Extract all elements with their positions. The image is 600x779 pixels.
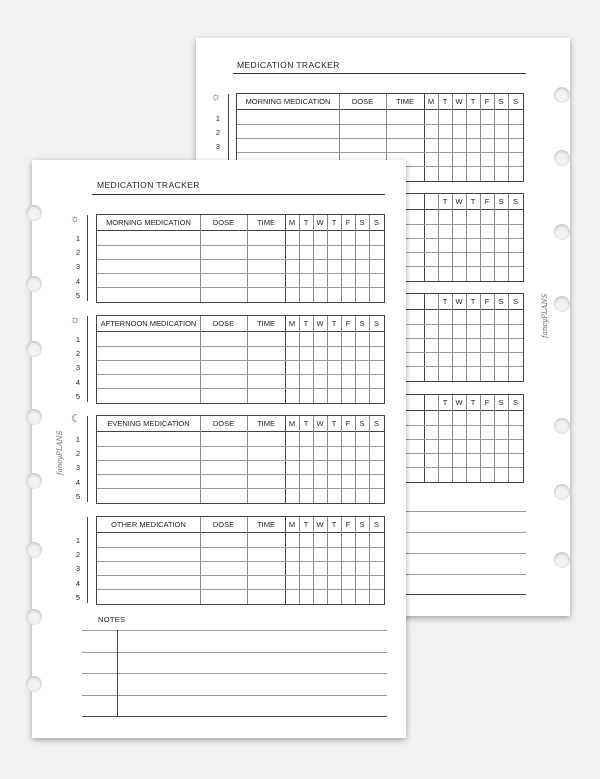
note-line [82,630,387,631]
day-column-header: T [442,197,448,206]
title-rule [92,194,385,195]
day-column-header: T [470,197,476,206]
disc-tab-notch [554,552,570,568]
other-medication-table [96,516,385,605]
medication-column-header: AFTERNOON MEDICATION [100,319,197,328]
row-number: 1 [75,234,81,243]
day-column-header: S [512,97,518,106]
day-column-header: F [484,197,490,206]
note-line [406,594,526,595]
day-column-header: M [288,419,296,428]
row-number: 3 [215,142,221,151]
row-number: 2 [75,550,81,559]
note-line [406,574,526,575]
disc-tab-notch [554,87,570,103]
day-column-header: F [345,520,351,529]
time-column-header: TIME [257,520,275,529]
dose-column-header: DOSE [212,520,235,529]
disc-tab-notch [26,473,42,489]
day-column-header: T [470,97,476,106]
day-column-header: S [373,218,379,227]
dose-column-header: DOSE [212,419,235,428]
sunrise-icon: ☼ [70,314,81,326]
row-number: 4 [75,478,81,487]
row-number: 5 [75,392,81,401]
day-column-header: F [345,218,351,227]
note-line [406,532,526,533]
day-column-header: S [498,97,504,106]
front-planner-page [32,160,406,738]
moon-icon: ☾ [71,413,81,425]
notes-margin-line [117,630,118,716]
time-column-header: TIME [396,97,414,106]
day-column-header: T [303,419,309,428]
note-line [406,553,526,554]
day-column-header: S [359,419,365,428]
day-column-header: M [288,218,296,227]
day-column-header: S [373,319,379,328]
brand-logo: fancyPLANS [56,430,64,475]
row-number: 2 [215,128,221,137]
evening-medication-table [96,415,385,504]
disc-tab-notch [554,224,570,240]
section-bar [87,416,88,502]
medication-column-header: MORNING MEDICATION [106,218,191,227]
day-column-header: S [498,398,504,407]
afternoon-medication-table [96,315,385,404]
day-column-header: W [316,419,324,428]
day-column-header: M [288,520,296,529]
note-line [82,716,387,717]
note-line [82,652,387,653]
section-bar [87,316,88,402]
row-number: 4 [75,277,81,286]
note-line [406,511,526,512]
row-number: 4 [75,378,81,387]
page-title: MEDICATION TRACKER [237,60,340,70]
day-column-header: W [316,218,324,227]
disc-tab-notch [26,341,42,357]
day-column-header: W [455,197,463,206]
page-title: MEDICATION TRACKER [97,180,200,190]
disc-tab-notch [554,418,570,434]
disc-tab-notch [26,409,42,425]
note-line [82,673,387,674]
day-column-header: T [442,297,448,306]
day-column-header: T [470,398,476,407]
day-column-header: W [455,398,463,407]
day-column-header: T [470,297,476,306]
day-column-header: T [303,218,309,227]
notes-heading: NOTES [98,615,126,624]
note-line [82,695,387,696]
row-number: 3 [75,363,81,372]
disc-tab-notch [26,205,42,221]
day-column-header: T [331,218,337,227]
dose-column-header: DOSE [351,97,374,106]
day-column-header: S [498,297,504,306]
section-bar [87,215,88,301]
disc-tab-notch [554,484,570,500]
row-number: 3 [75,463,81,472]
section-bar [87,517,88,603]
row-number: 4 [75,579,81,588]
day-column-header: T [303,319,309,328]
day-column-header: T [331,419,337,428]
row-number: 3 [75,262,81,271]
day-column-header: F [484,97,490,106]
day-column-header: T [331,319,337,328]
row-number: 2 [75,248,81,257]
medication-column-header: OTHER MEDICATION [111,520,186,529]
day-column-header: W [455,97,463,106]
day-column-header: S [373,419,379,428]
morning-medication-table [96,214,385,303]
day-column-header: W [455,297,463,306]
row-number: 5 [75,492,81,501]
day-column-header: S [498,197,504,206]
day-column-header: S [359,218,365,227]
day-column-header: F [484,297,490,306]
row-number: 1 [75,536,81,545]
medication-column-header: EVENING MEDICATION [107,419,190,428]
title-rule [233,73,526,74]
day-column-header: W [316,319,324,328]
medication-column-header: MORNING MEDICATION [245,97,331,106]
time-column-header: TIME [257,319,275,328]
row-number: 2 [75,449,81,458]
day-column-header: S [512,297,518,306]
day-column-header: S [373,520,379,529]
sun-icon: ☼ [211,91,222,103]
dose-column-header: DOSE [212,218,235,227]
row-number: 3 [75,564,81,573]
day-column-header: S [359,520,365,529]
time-column-header: TIME [257,419,275,428]
time-column-header: TIME [257,218,275,227]
disc-tab-notch [26,609,42,625]
day-column-header: F [345,419,351,428]
row-number: 2 [75,349,81,358]
day-column-header: M [427,97,435,106]
disc-tab-notch [26,276,42,292]
disc-tab-notch [26,542,42,558]
day-column-header: S [359,319,365,328]
day-column-header: S [512,197,518,206]
row-number: 1 [215,114,221,123]
day-column-header: T [331,520,337,529]
day-column-header: T [442,97,448,106]
row-number: 5 [75,291,81,300]
row-number: 1 [75,335,81,344]
row-number: 1 [75,435,81,444]
day-column-header: T [303,520,309,529]
day-column-header: S [512,398,518,407]
disc-tab-notch [554,296,570,312]
dose-column-header: DOSE [212,319,235,328]
sun-icon: ☼ [70,213,81,225]
disc-tab-notch [26,676,42,692]
day-column-header: F [345,319,351,328]
day-column-header: T [442,398,448,407]
day-column-header: W [316,520,324,529]
row-number: 5 [75,593,81,602]
day-column-header: F [484,398,490,407]
disc-tab-notch [554,150,570,166]
brand-logo: fancyPLANS [541,293,549,338]
day-column-header: M [288,319,296,328]
